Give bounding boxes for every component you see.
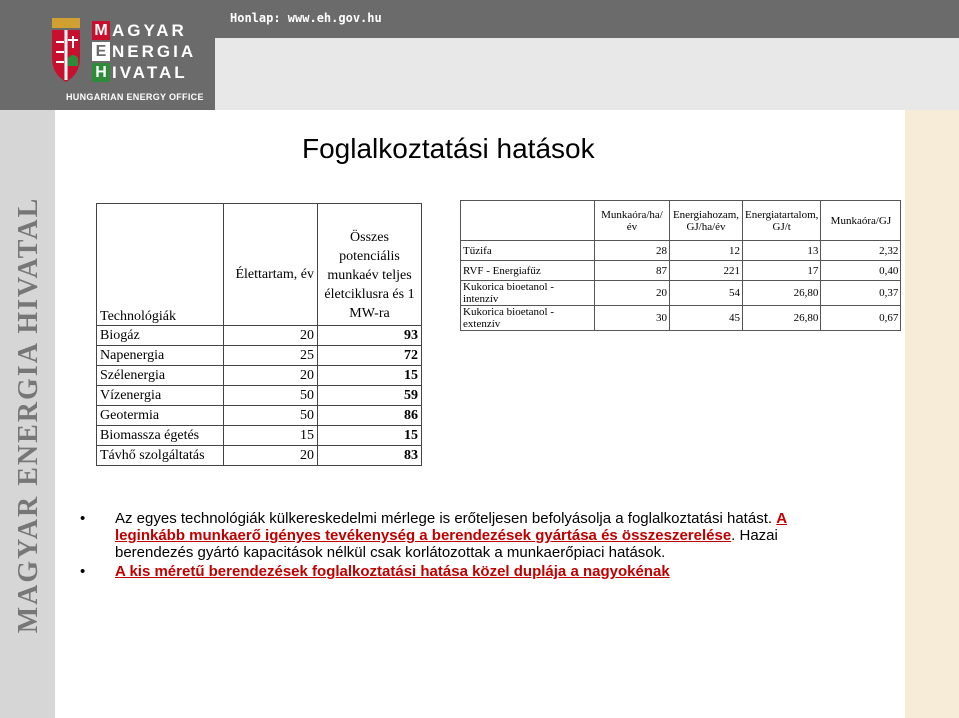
table-cell: 83	[318, 446, 422, 466]
bullet-text: Az egyes technológiák külkereskedelmi mérlege is erőteljesen befolyásolja a foglalkoztatási hatást.	[115, 510, 773, 527]
table-header-cell	[461, 201, 595, 241]
brand-word-1: AGYAR	[112, 20, 187, 40]
table-cell: Biomassza égetés	[97, 426, 224, 446]
table-cell: 221	[670, 261, 743, 281]
table-cell: Kukorica bioetanol - extenzív	[461, 306, 595, 331]
table-cell: 13	[743, 241, 821, 261]
table-cell: 50	[224, 406, 318, 426]
table-cell: 54	[670, 281, 743, 306]
table-cell: Vízenergia	[97, 386, 224, 406]
table-row	[97, 406, 422, 426]
brand-initial-e: E	[92, 42, 110, 61]
brand-word-3: IVATAL	[112, 62, 188, 82]
table-cell: Napenergia	[97, 346, 224, 366]
table-cell: 15	[318, 366, 422, 386]
table-header-cell: Energiatartalom, GJ/t	[743, 201, 821, 241]
table-cell: 59	[318, 386, 422, 406]
table-cell: 30	[595, 306, 670, 331]
table-header-cell: Energiahozam, GJ/ha/év	[670, 201, 743, 241]
table-cell: 12	[670, 241, 743, 261]
table-cell: 20	[224, 326, 318, 346]
table-cell: 0,67	[821, 306, 901, 331]
table-row	[461, 261, 901, 281]
table-cell: 0,37	[821, 281, 901, 306]
table-header-cell: Technológiák	[97, 204, 224, 326]
table-row	[97, 366, 422, 386]
table-cell: 50	[224, 386, 318, 406]
brand-initial-h: H	[92, 63, 110, 82]
brand-word-2: NERGIA	[112, 41, 197, 61]
table-row	[97, 426, 422, 446]
bullet-item	[80, 563, 820, 580]
table-cell: 0,40	[821, 261, 901, 281]
table-cell: Biogáz	[97, 326, 224, 346]
highlighted-text: A kis méretű berendezések foglalkoztatási hatása közel duplája a nagyokénak	[115, 563, 670, 580]
table-cell: Távhő szolgáltatás	[97, 446, 224, 466]
table-cell: 25	[224, 346, 318, 366]
table-cell: 20	[224, 446, 318, 466]
table-cell: 2,32	[821, 241, 901, 261]
table-cell: 86	[318, 406, 422, 426]
bullet-text: . Hazai berendezés gyártó kapacitások nélkül csak korlátozottak a munkaerőpiaci hatások.	[115, 527, 778, 561]
table-cell: 28	[595, 241, 670, 261]
table-header-cell: Munkaóra/GJ	[821, 201, 901, 241]
table-cell: 72	[318, 346, 422, 366]
table-header-cell: Munkaóra/ha/év	[595, 201, 670, 241]
page-title: Foglalkoztatási hatások	[302, 133, 595, 164]
table-cell: Kukorica bioetanol - intenzív	[461, 281, 595, 306]
logo-area	[0, 0, 215, 110]
vertical-brand-text: MAGYAR ENERGIA HIVATAL	[13, 196, 44, 634]
table-cell: Geotermia	[97, 406, 224, 426]
table-row	[97, 386, 422, 406]
table-cell: 26,80	[743, 306, 821, 331]
table-row	[461, 241, 901, 261]
table-cell: 45	[670, 306, 743, 331]
bullet-item	[80, 510, 820, 561]
table-cell: Szélenergia	[97, 366, 224, 386]
technology-table	[96, 203, 422, 466]
table-cell: 17	[743, 261, 821, 281]
table-row	[97, 346, 422, 366]
table-cell: 93	[318, 326, 422, 346]
table-header-row	[97, 204, 422, 326]
coat-of-arms-icon	[50, 18, 82, 84]
brand-initial-m: M	[92, 21, 110, 40]
table-header-cell: Összes potenciális munkaév teljes életciklusra és 1 MW-ra	[318, 204, 422, 326]
table-cell: 87	[595, 261, 670, 281]
brand-subtitle: HUNGARIAN ENERGY OFFICE	[66, 92, 204, 102]
table-cell: 20	[224, 366, 318, 386]
bullet-list	[80, 510, 820, 582]
table-cell: 26,80	[743, 281, 821, 306]
table-cell: 20	[595, 281, 670, 306]
table-header-cell: Élettartam, év	[224, 204, 318, 326]
table-row	[461, 281, 901, 306]
table-row	[461, 306, 901, 331]
right-strip	[905, 110, 959, 718]
table-cell: RVF - Energiafűz	[461, 261, 595, 281]
table-cell: 15	[318, 426, 422, 446]
table-row	[97, 326, 422, 346]
table-header-row	[461, 201, 901, 241]
top-bar	[215, 0, 959, 38]
homepage-link[interactable]: Honlap: www.eh.gov.hu	[230, 11, 382, 25]
highlighted-text: A leginkább munkaerő igényes tevékenység a berendezések gyártása és összeszerelése	[115, 510, 788, 544]
biomass-table	[460, 200, 901, 331]
table-cell: 15	[224, 426, 318, 446]
top-strip	[215, 38, 959, 110]
table-row	[97, 446, 422, 466]
table-cell: Tűzifa	[461, 241, 595, 261]
